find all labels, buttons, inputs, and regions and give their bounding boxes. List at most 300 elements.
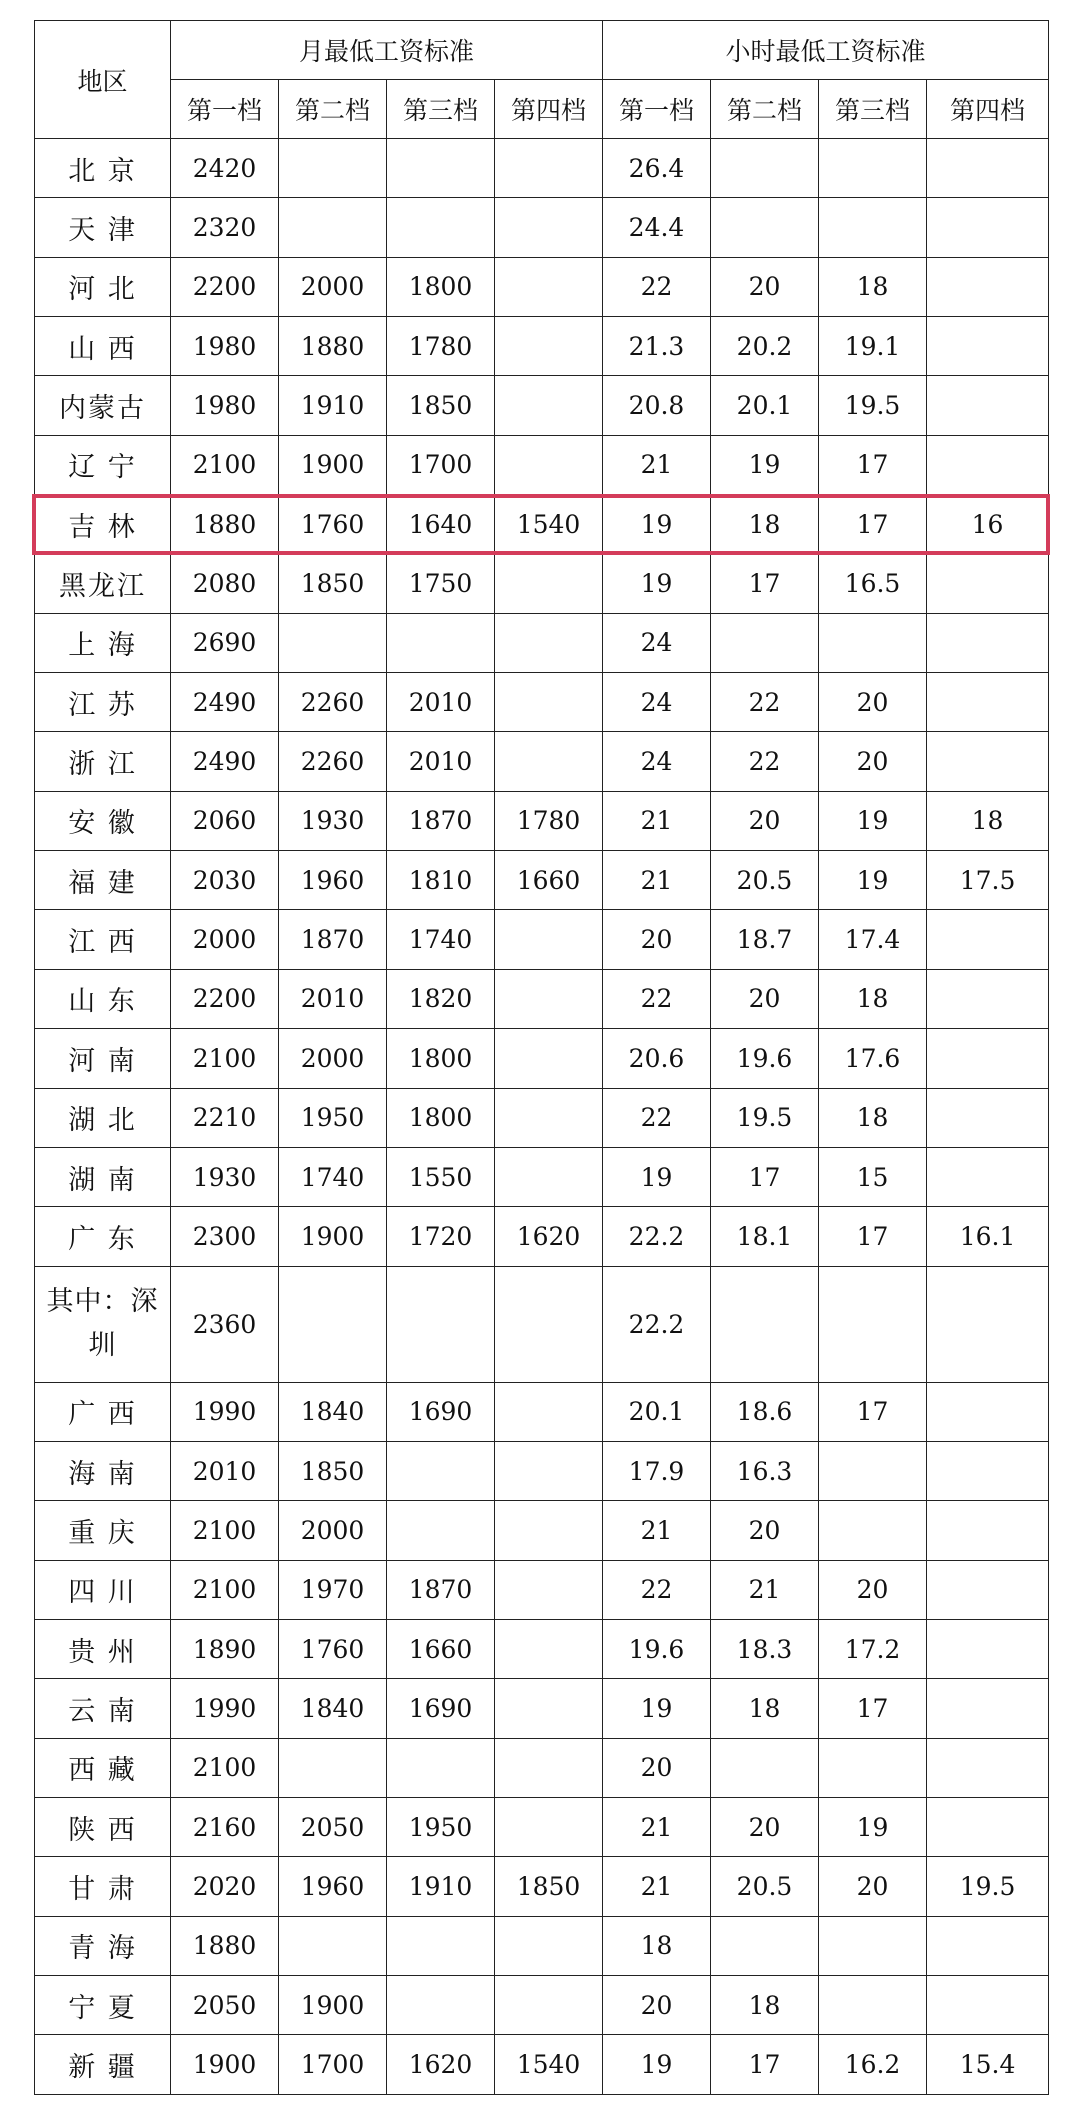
monthly-tier-4-cell: [495, 1560, 603, 1619]
hourly-tier-2-cell: 18.3: [711, 1619, 819, 1678]
monthly-tier-1-cell: 2030: [171, 851, 279, 910]
monthly-tier-3-cell: [387, 1975, 495, 2034]
hourly-tier-1-cell: 20: [603, 1975, 711, 2034]
region-cell: 黑龙江: [35, 554, 171, 613]
region-cell: 西 藏: [35, 1738, 171, 1797]
hourly-tier-4-cell: [927, 1975, 1049, 2034]
hourly-tier-1-cell: 20.6: [603, 1029, 711, 1088]
monthly-tier-3-cell: 2010: [387, 673, 495, 732]
hourly-tier-3-cell: 19: [819, 1797, 927, 1856]
table-row: [35, 2035, 1049, 2094]
hourly-tier-4-cell: 16.1: [927, 1207, 1049, 1266]
monthly-tier-1-cell: 1980: [171, 376, 279, 435]
monthly-tier-4-cell: 1850: [495, 1857, 603, 1916]
hourly-tier-2-cell: 20.5: [711, 851, 819, 910]
hourly-tier-3-cell: 19.5: [819, 376, 927, 435]
monthly-tier-2-cell: 1850: [279, 1441, 387, 1500]
hourly-tier-3-cell: [819, 1266, 927, 1382]
hourly-tier-3-cell: 17: [819, 1382, 927, 1441]
monthly-tier-1-cell: 2060: [171, 791, 279, 850]
region-cell: 安 徽: [35, 791, 171, 850]
hourly-tier-2-cell: 20: [711, 257, 819, 316]
hourly-tier-1-cell: 22: [603, 257, 711, 316]
monthly-tier-3-cell: 1800: [387, 257, 495, 316]
monthly-tier-4-cell: 1620: [495, 1207, 603, 1266]
hourly-tier-2-cell: 20.2: [711, 317, 819, 376]
hourly-tier-2-cell: 20: [711, 1797, 819, 1856]
hourly-tier-3-cell: 19: [819, 851, 927, 910]
hourly-tier-4-cell: 16: [927, 495, 1049, 554]
monthly-tier-4-header: 第四档: [495, 80, 603, 139]
monthly-tier-4-cell: [495, 732, 603, 791]
monthly-tier-2-cell: 1740: [279, 1147, 387, 1206]
table-row: [35, 1916, 1049, 1975]
hourly-tier-3-cell: 18: [819, 969, 927, 1028]
table-row: [35, 435, 1049, 494]
region-cell: 广 东: [35, 1207, 171, 1266]
hourly-tier-3-header: 第三档: [819, 80, 927, 139]
monthly-tier-1-cell: 2320: [171, 198, 279, 257]
monthly-tier-3-cell: [387, 1266, 495, 1382]
monthly-tier-1-cell: 2490: [171, 732, 279, 791]
monthly-tier-4-cell: [495, 1266, 603, 1382]
hourly-tier-1-cell: 19: [603, 554, 711, 613]
monthly-tier-4-cell: [495, 1029, 603, 1088]
region-cell: 海 南: [35, 1441, 171, 1500]
monthly-tier-3-cell: 1800: [387, 1029, 495, 1088]
table-row: [35, 851, 1049, 910]
hourly-tier-4-cell: [927, 435, 1049, 494]
hourly-tier-4-cell: [927, 1916, 1049, 1975]
monthly-tier-3-cell: 1910: [387, 1857, 495, 1916]
monthly-tier-2-cell: 1870: [279, 910, 387, 969]
hourly-tier-4-cell: [927, 969, 1049, 1028]
hourly-tier-1-cell: 21.3: [603, 317, 711, 376]
region-cell: 新 疆: [35, 2035, 171, 2094]
monthly-tier-4-cell: 1780: [495, 791, 603, 850]
monthly-tier-2-cell: 2010: [279, 969, 387, 1028]
hourly-tier-3-cell: 18: [819, 1088, 927, 1147]
hourly-tier-1-cell: 21: [603, 791, 711, 850]
hourly-tier-1-cell: 21: [603, 1501, 711, 1560]
hourly-tier-2-cell: 19.6: [711, 1029, 819, 1088]
monthly-tier-3-cell: 1820: [387, 969, 495, 1028]
monthly-tier-1-cell: 2020: [171, 1857, 279, 1916]
region-cell: 湖 南: [35, 1147, 171, 1206]
monthly-tier-1-cell: 2200: [171, 969, 279, 1028]
monthly-tier-1-cell: 2200: [171, 257, 279, 316]
monthly-tier-4-cell: [495, 1619, 603, 1678]
region-cell: 河 南: [35, 1029, 171, 1088]
monthly-tier-1-cell: 1900: [171, 2035, 279, 2094]
monthly-tier-4-cell: [495, 1441, 603, 1500]
table-row: [35, 1029, 1049, 1088]
table-row: [35, 495, 1049, 554]
hourly-tier-3-cell: 19: [819, 791, 927, 850]
hourly-tier-2-cell: [711, 613, 819, 672]
hourly-tier-1-cell: 24: [603, 673, 711, 732]
hourly-tier-4-cell: [927, 673, 1049, 732]
monthly-tier-1-cell: 2100: [171, 435, 279, 494]
monthly-tier-2-cell: 2000: [279, 1501, 387, 1560]
hourly-tier-4-cell: [927, 1029, 1049, 1088]
monthly-tier-3-cell: 1720: [387, 1207, 495, 1266]
hourly-tier-4-cell: 18: [927, 791, 1049, 850]
monthly-tier-2-cell: 2000: [279, 257, 387, 316]
region-cell: 云 南: [35, 1679, 171, 1738]
monthly-tier-1-cell: 1990: [171, 1382, 279, 1441]
table-row: [35, 1560, 1049, 1619]
minimum-wage-table: [34, 20, 1049, 2095]
region-cell: 江 西: [35, 910, 171, 969]
region-cell: 福 建: [35, 851, 171, 910]
hourly-tier-4-cell: 15.4: [927, 2035, 1049, 2094]
hourly-tier-1-cell: 19: [603, 1679, 711, 1738]
hourly-tier-2-cell: 22: [711, 732, 819, 791]
monthly-tier-3-cell: 1690: [387, 1679, 495, 1738]
region-cell: 陕 西: [35, 1797, 171, 1856]
monthly-tier-3-cell: 1870: [387, 791, 495, 850]
region-cell: 甘 肃: [35, 1857, 171, 1916]
table-row: [35, 376, 1049, 435]
monthly-tier-1-cell: 2690: [171, 613, 279, 672]
table-row: [35, 1501, 1049, 1560]
table-row: [35, 1147, 1049, 1206]
hourly-tier-3-cell: [819, 139, 927, 198]
hourly-tier-3-cell: 17.4: [819, 910, 927, 969]
monthly-tier-2-cell: 1760: [279, 495, 387, 554]
monthly-tier-2-cell: 1960: [279, 1857, 387, 1916]
monthly-tier-3-cell: 1700: [387, 435, 495, 494]
monthly-tier-1-cell: 2010: [171, 1441, 279, 1500]
monthly-tier-3-cell: 1550: [387, 1147, 495, 1206]
table-row: [35, 1619, 1049, 1678]
monthly-tier-2-header: 第二档: [279, 80, 387, 139]
monthly-tier-4-cell: [495, 198, 603, 257]
hourly-tier-4-cell: [927, 1501, 1049, 1560]
monthly-tier-3-cell: 1740: [387, 910, 495, 969]
hourly-tier-2-cell: 16.3: [711, 1441, 819, 1500]
hourly-tier-2-cell: [711, 1738, 819, 1797]
hourly-tier-2-cell: 19: [711, 435, 819, 494]
monthly-tier-3-cell: 1620: [387, 2035, 495, 2094]
hourly-tier-4-cell: [927, 732, 1049, 791]
monthly-tier-4-cell: [495, 1501, 603, 1560]
hourly-tier-3-cell: 17.2: [819, 1619, 927, 1678]
hourly-tier-3-cell: [819, 1975, 927, 2034]
hourly-tier-4-cell: [927, 1266, 1049, 1382]
monthly-tier-4-cell: [495, 969, 603, 1028]
monthly-tier-2-cell: 1930: [279, 791, 387, 850]
hourly-tier-3-cell: 20: [819, 673, 927, 732]
hourly-tier-4-cell: [927, 1382, 1049, 1441]
monthly-tier-2-cell: [279, 198, 387, 257]
monthly-tier-3-cell: 1850: [387, 376, 495, 435]
hourly-tier-4-header: 第四档: [927, 80, 1049, 139]
region-cell: 宁 夏: [35, 1975, 171, 2034]
region-cell: 上 海: [35, 613, 171, 672]
hourly-tier-4-cell: [927, 1560, 1049, 1619]
hourly-tier-4-cell: [927, 1797, 1049, 1856]
hourly-tier-2-header: 第二档: [711, 80, 819, 139]
hourly-tier-1-cell: 21: [603, 1797, 711, 1856]
monthly-tier-2-cell: 1960: [279, 851, 387, 910]
hourly-tier-2-cell: 19.5: [711, 1088, 819, 1147]
hourly-tier-3-cell: 16.5: [819, 554, 927, 613]
monthly-tier-1-cell: 2100: [171, 1560, 279, 1619]
monthly-tier-4-cell: [495, 1916, 603, 1975]
hourly-tier-1-cell: 19.6: [603, 1619, 711, 1678]
monthly-tier-3-header: 第三档: [387, 80, 495, 139]
hourly-tier-3-cell: [819, 1501, 927, 1560]
hourly-tier-1-cell: 24: [603, 732, 711, 791]
monthly-tier-1-cell: 2080: [171, 554, 279, 613]
monthly-tier-2-cell: 1850: [279, 554, 387, 613]
hourly-tier-1-cell: 20: [603, 910, 711, 969]
monthly-tier-4-cell: [495, 1679, 603, 1738]
hourly-tier-1-cell: 22.2: [603, 1207, 711, 1266]
hourly-tier-1-cell: 18: [603, 1916, 711, 1975]
table-row: [35, 1797, 1049, 1856]
hourly-tier-4-cell: [927, 1619, 1049, 1678]
monthly-tier-2-cell: 1840: [279, 1679, 387, 1738]
monthly-tier-4-cell: [495, 554, 603, 613]
table-row: [35, 139, 1049, 198]
region-cell: 辽 宁: [35, 435, 171, 494]
monthly-standard-header: 月最低工资标准: [171, 21, 603, 80]
table-row: [35, 198, 1049, 257]
monthly-tier-3-cell: 1660: [387, 1619, 495, 1678]
table-row: [35, 1441, 1049, 1500]
hourly-tier-3-cell: 17: [819, 435, 927, 494]
monthly-tier-1-cell: 1930: [171, 1147, 279, 1206]
monthly-tier-3-cell: [387, 1738, 495, 1797]
hourly-tier-1-cell: 22: [603, 1088, 711, 1147]
hourly-tier-4-cell: [927, 139, 1049, 198]
hourly-tier-4-cell: [927, 376, 1049, 435]
table-row: [35, 1857, 1049, 1916]
hourly-tier-1-cell: 22: [603, 969, 711, 1028]
hourly-tier-2-cell: 20: [711, 791, 819, 850]
hourly-tier-1-cell: 24.4: [603, 198, 711, 257]
monthly-tier-3-cell: 1780: [387, 317, 495, 376]
monthly-tier-3-cell: 1750: [387, 554, 495, 613]
monthly-tier-3-cell: 1870: [387, 1560, 495, 1619]
monthly-tier-2-cell: 1970: [279, 1560, 387, 1619]
region-cell: 重 庆: [35, 1501, 171, 1560]
region-cell: 江 苏: [35, 673, 171, 732]
table-row: [35, 910, 1049, 969]
hourly-tier-3-cell: 15: [819, 1147, 927, 1206]
hourly-tier-1-cell: 21: [603, 435, 711, 494]
hourly-tier-3-cell: [819, 613, 927, 672]
hourly-tier-4-cell: [927, 1679, 1049, 1738]
hourly-tier-2-cell: [711, 139, 819, 198]
hourly-tier-3-cell: 17: [819, 1207, 927, 1266]
hourly-tier-1-cell: 19: [603, 1147, 711, 1206]
monthly-tier-2-cell: 1700: [279, 2035, 387, 2094]
monthly-tier-4-cell: 1660: [495, 851, 603, 910]
hourly-tier-3-cell: [819, 1738, 927, 1797]
region-cell: 浙 江: [35, 732, 171, 791]
monthly-tier-3-cell: [387, 613, 495, 672]
monthly-tier-3-cell: 1690: [387, 1382, 495, 1441]
monthly-tier-4-cell: 1540: [495, 495, 603, 554]
monthly-tier-1-cell: 1990: [171, 1679, 279, 1738]
hourly-tier-2-cell: 18: [711, 1975, 819, 2034]
monthly-tier-1-cell: 2420: [171, 139, 279, 198]
monthly-tier-4-cell: [495, 1147, 603, 1206]
region-header: 地区: [35, 21, 171, 139]
table-row: [35, 257, 1049, 316]
hourly-tier-1-header: 第一档: [603, 80, 711, 139]
monthly-tier-2-cell: 2260: [279, 673, 387, 732]
monthly-tier-2-cell: [279, 1916, 387, 1975]
table-row: [35, 554, 1049, 613]
monthly-tier-1-cell: 1890: [171, 1619, 279, 1678]
region-cell: 北 京: [35, 139, 171, 198]
hourly-tier-2-cell: [711, 1266, 819, 1382]
table-row: [35, 732, 1049, 791]
monthly-tier-2-cell: 1760: [279, 1619, 387, 1678]
hourly-tier-2-cell: 18.1: [711, 1207, 819, 1266]
monthly-tier-1-cell: 1880: [171, 1916, 279, 1975]
hourly-tier-4-cell: 17.5: [927, 851, 1049, 910]
hourly-tier-2-cell: 21: [711, 1560, 819, 1619]
hourly-tier-3-cell: 20: [819, 1857, 927, 1916]
region-cell: 湖 北: [35, 1088, 171, 1147]
hourly-tier-3-cell: [819, 1916, 927, 1975]
hourly-tier-3-cell: 20: [819, 732, 927, 791]
table-row: [35, 317, 1049, 376]
table-row: [35, 1266, 1049, 1382]
table-row: [35, 673, 1049, 732]
hourly-tier-1-cell: 20.8: [603, 376, 711, 435]
monthly-tier-4-cell: [495, 317, 603, 376]
hourly-tier-1-cell: 26.4: [603, 139, 711, 198]
hourly-tier-4-cell: [927, 257, 1049, 316]
region-cell: 广 西: [35, 1382, 171, 1441]
monthly-tier-2-cell: [279, 1266, 387, 1382]
monthly-tier-2-cell: 1840: [279, 1382, 387, 1441]
region-cell: 河 北: [35, 257, 171, 316]
monthly-tier-2-cell: 2260: [279, 732, 387, 791]
monthly-tier-1-cell: 2100: [171, 1501, 279, 1560]
monthly-tier-4-cell: [495, 435, 603, 494]
hourly-tier-2-cell: [711, 198, 819, 257]
hourly-tier-1-cell: 22.2: [603, 1266, 711, 1382]
region-cell: 天 津: [35, 198, 171, 257]
monthly-tier-1-cell: 2160: [171, 1797, 279, 1856]
hourly-tier-1-cell: 24: [603, 613, 711, 672]
hourly-tier-4-cell: [927, 554, 1049, 613]
table-row: [35, 1679, 1049, 1738]
hourly-tier-2-cell: 20: [711, 1501, 819, 1560]
hourly-tier-4-cell: [927, 317, 1049, 376]
monthly-tier-4-cell: 1540: [495, 2035, 603, 2094]
hourly-tier-4-cell: [927, 198, 1049, 257]
cropped-heading: [0, 0, 1080, 14]
hourly-tier-1-cell: 17.9: [603, 1441, 711, 1500]
region-cell: 青 海: [35, 1916, 171, 1975]
monthly-tier-3-cell: [387, 1916, 495, 1975]
hourly-tier-3-cell: 16.2: [819, 2035, 927, 2094]
region-cell: 吉 林: [35, 495, 171, 554]
monthly-tier-4-cell: [495, 1975, 603, 2034]
hourly-standard-header: 小时最低工资标准: [603, 21, 1049, 80]
hourly-tier-2-cell: 17: [711, 1147, 819, 1206]
monthly-tier-1-cell: 2490: [171, 673, 279, 732]
monthly-tier-2-cell: 2000: [279, 1029, 387, 1088]
monthly-tier-4-cell: [495, 673, 603, 732]
region-cell: 贵 州: [35, 1619, 171, 1678]
monthly-tier-4-cell: [495, 1738, 603, 1797]
hourly-tier-1-cell: 22: [603, 1560, 711, 1619]
monthly-tier-4-cell: [495, 910, 603, 969]
table-row: [35, 1975, 1049, 2034]
table-row: [35, 613, 1049, 672]
monthly-tier-2-cell: 1900: [279, 1975, 387, 2034]
hourly-tier-2-cell: 17: [711, 554, 819, 613]
monthly-tier-2-cell: [279, 1738, 387, 1797]
hourly-tier-2-cell: 20.5: [711, 1857, 819, 1916]
monthly-tier-1-cell: 1880: [171, 495, 279, 554]
hourly-tier-2-cell: 22: [711, 673, 819, 732]
monthly-tier-2-cell: 1900: [279, 435, 387, 494]
monthly-tier-1-cell: 2050: [171, 1975, 279, 2034]
monthly-tier-3-cell: [387, 198, 495, 257]
monthly-tier-1-cell: 2300: [171, 1207, 279, 1266]
table-row: [35, 1088, 1049, 1147]
table-row: [35, 1738, 1049, 1797]
hourly-tier-1-cell: 20: [603, 1738, 711, 1797]
region-cell: 四 川: [35, 1560, 171, 1619]
region-cell: 山 西: [35, 317, 171, 376]
monthly-tier-4-cell: [495, 139, 603, 198]
table-row: [35, 969, 1049, 1028]
hourly-tier-2-cell: 20.1: [711, 376, 819, 435]
hourly-tier-1-cell: 19: [603, 2035, 711, 2094]
hourly-tier-3-cell: 17.6: [819, 1029, 927, 1088]
hourly-tier-2-cell: [711, 1916, 819, 1975]
hourly-tier-1-cell: 21: [603, 851, 711, 910]
hourly-tier-2-cell: 18.6: [711, 1382, 819, 1441]
monthly-tier-3-cell: 1800: [387, 1088, 495, 1147]
monthly-tier-2-cell: [279, 139, 387, 198]
monthly-tier-3-cell: [387, 139, 495, 198]
monthly-tier-1-cell: 2360: [171, 1266, 279, 1382]
hourly-tier-3-cell: 18: [819, 257, 927, 316]
hourly-tier-3-cell: [819, 198, 927, 257]
hourly-tier-4-cell: [927, 1147, 1049, 1206]
monthly-tier-1-cell: 1980: [171, 317, 279, 376]
monthly-tier-2-cell: 1880: [279, 317, 387, 376]
monthly-tier-1-cell: 2000: [171, 910, 279, 969]
monthly-tier-3-cell: 1640: [387, 495, 495, 554]
hourly-tier-4-cell: [927, 910, 1049, 969]
monthly-tier-1-cell: 2100: [171, 1029, 279, 1088]
table-row: [35, 1207, 1049, 1266]
hourly-tier-1-cell: 20.1: [603, 1382, 711, 1441]
monthly-tier-1-cell: 2210: [171, 1088, 279, 1147]
monthly-tier-2-cell: 2050: [279, 1797, 387, 1856]
monthly-tier-2-cell: 1950: [279, 1088, 387, 1147]
hourly-tier-3-cell: 19.1: [819, 317, 927, 376]
hourly-tier-3-cell: 17: [819, 1679, 927, 1738]
hourly-tier-2-cell: 18.7: [711, 910, 819, 969]
monthly-tier-3-cell: 1950: [387, 1797, 495, 1856]
hourly-tier-3-cell: [819, 1441, 927, 1500]
